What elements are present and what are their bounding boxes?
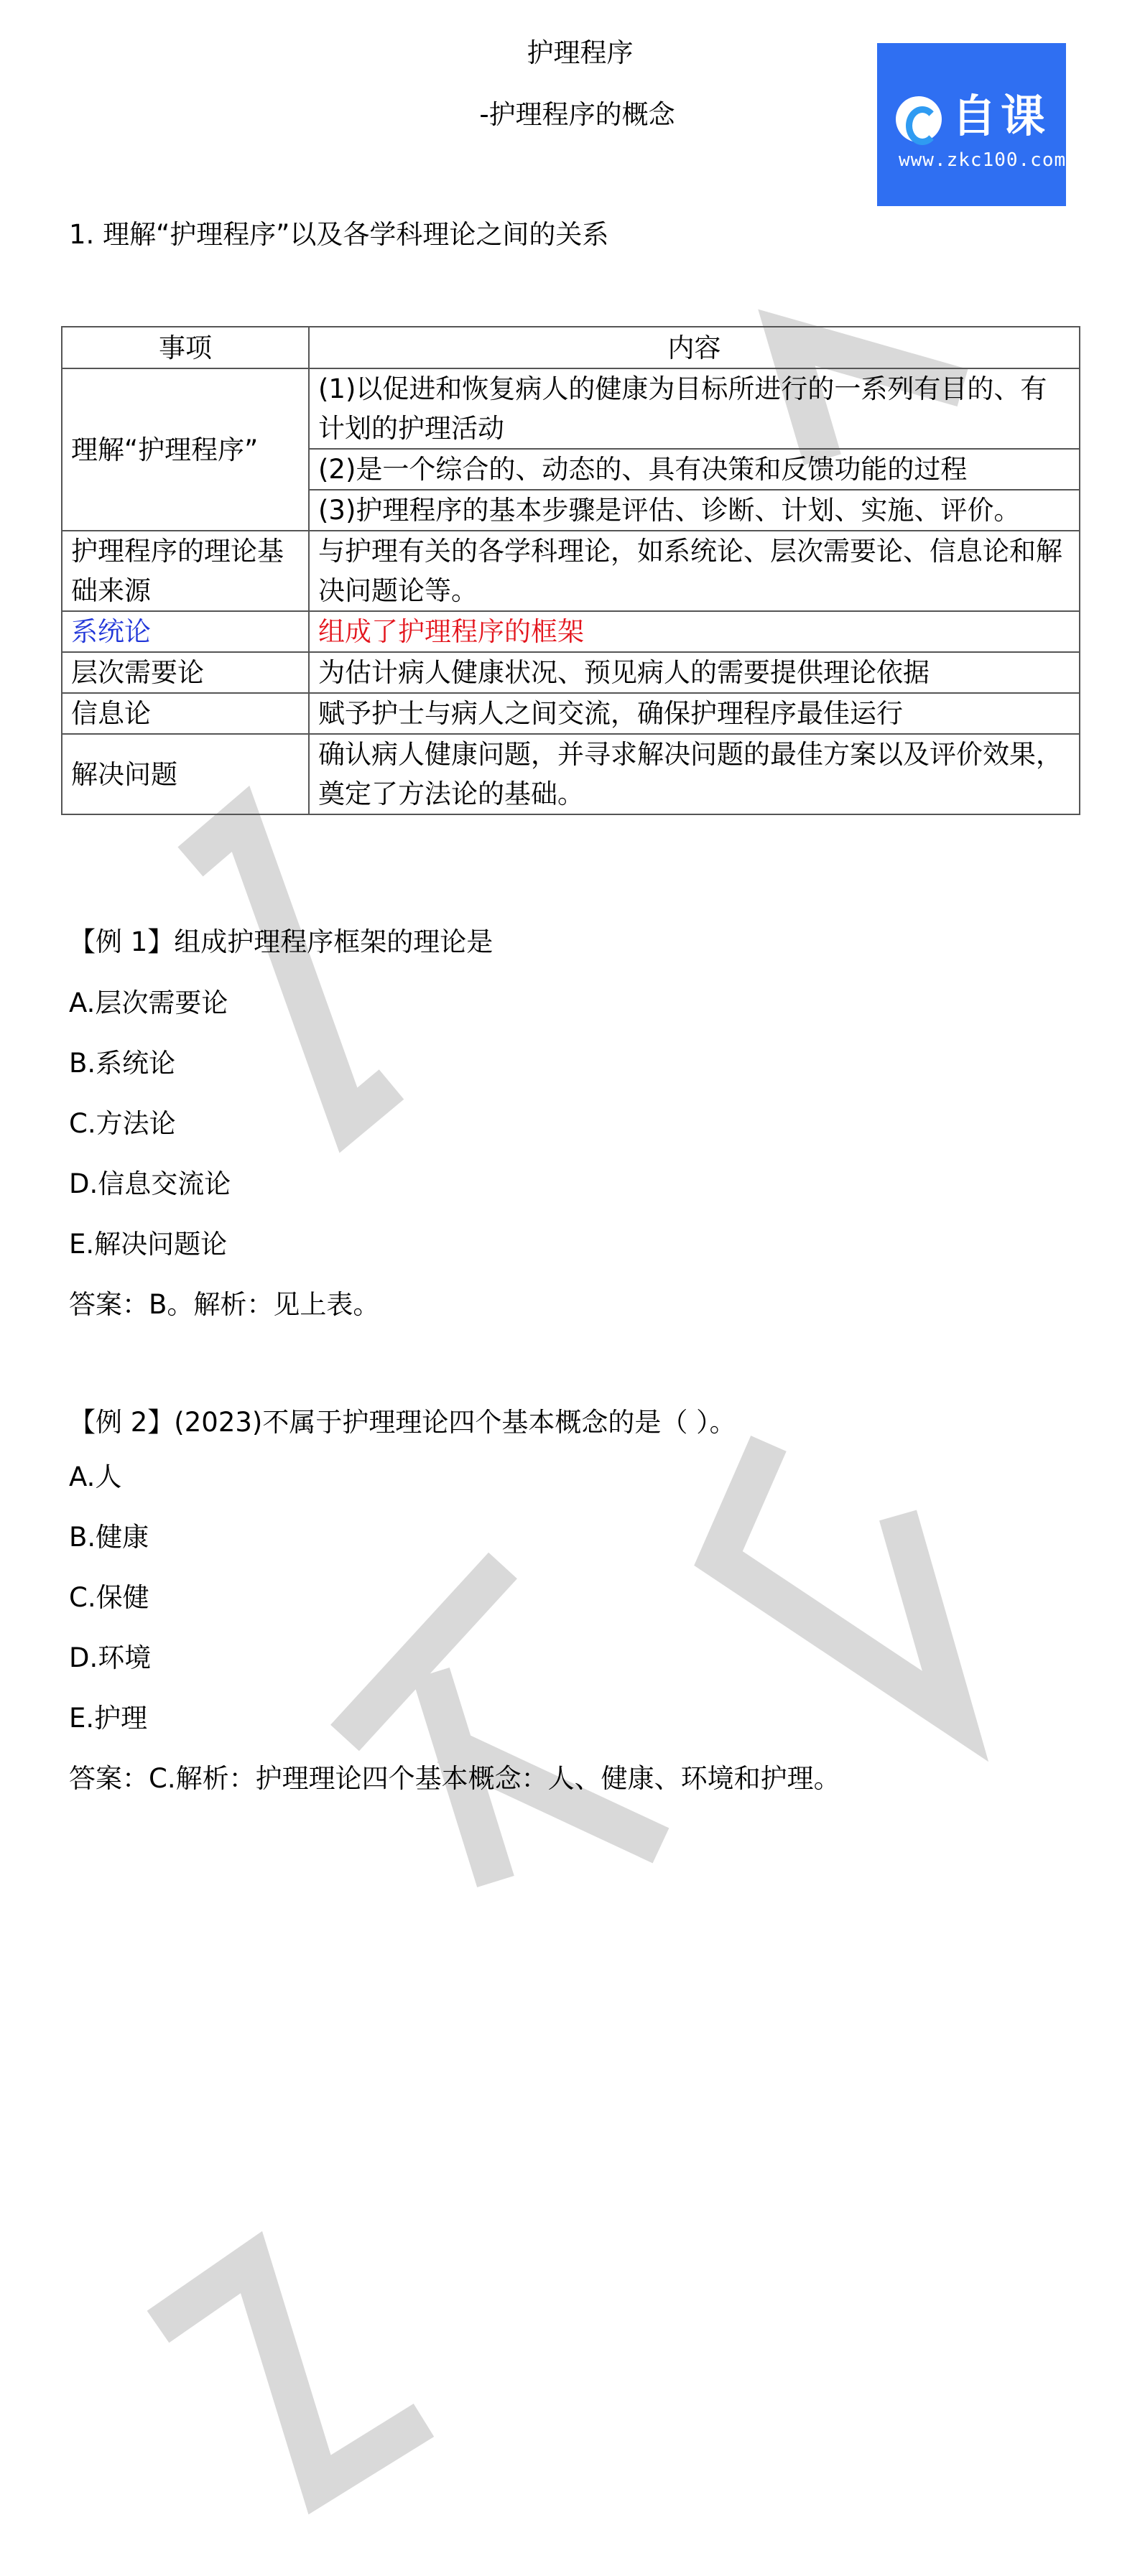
page-subtitle: -护理程序的概念 [479, 99, 675, 130]
example2-option-d: D.环境 [69, 1642, 152, 1673]
example1-answer: 答案：B。解析：见上表。 [69, 1289, 380, 1320]
logo-url-text: www.zkc100.com [899, 149, 1067, 171]
brand-logo [877, 43, 1066, 206]
example2-answer: 答案：C.解析：护理理论四个基本概念：人、健康、环境和护理。 [69, 1763, 840, 1794]
logo-brand-text: 自课 [952, 90, 1050, 142]
example2-question: 【例 2】(2023)不属于护理理论四个基本概念的是（ ）。 [69, 1407, 736, 1438]
table-cell-content: 为估计病人健康状况、预见病人的需要提供理论依据 [309, 652, 1080, 693]
table-cell-content: 组成了护理程序的框架 [309, 611, 1080, 652]
table-header-row [62, 327, 1080, 368]
table-cell-item: 信息论 [62, 693, 309, 734]
example1-option-e: E.解决问题论 [69, 1229, 228, 1260]
page-title: 护理程序 [527, 37, 634, 68]
table-row [62, 734, 1080, 814]
concept-table [61, 326, 1080, 815]
table-cell-item: 解决问题 [62, 734, 309, 814]
table-cell-item: 系统论 [62, 611, 309, 652]
table-cell-content: (1)以促进和恢复病人的健康为目标所进行的一系列有目的、有计划的护理活动 [309, 368, 1080, 449]
example1-option-d: D.信息交流论 [69, 1168, 231, 1199]
table-row [62, 652, 1080, 693]
table-cell-content: (2)是一个综合的、动态的、具有决策和反馈功能的过程 [309, 449, 1080, 490]
example1-option-c: C.方法论 [69, 1108, 176, 1139]
logo-c-icon [896, 96, 942, 142]
table-header-content: 内容 [309, 327, 1080, 368]
table-row [62, 611, 1080, 652]
section-heading: 1. 理解“护理程序”以及各学科理论之间的关系 [69, 219, 609, 250]
example2-option-a: A.人 [69, 1461, 122, 1492]
example1-option-a: A.层次需要论 [69, 987, 228, 1018]
table-cell-content: 赋予护士与病人之间交流，确保护理程序最佳运行 [309, 693, 1080, 734]
table-cell-item: 理解“护理程序” [62, 368, 309, 531]
table-header-item: 事项 [62, 327, 309, 368]
table-cell-content: (3)护理程序的基本步骤是评估、诊断、计划、实施、评价。 [309, 490, 1080, 531]
table-row [62, 531, 1080, 611]
table-cell-item: 层次需要论 [62, 652, 309, 693]
table-cell-item: 护理程序的理论基础来源 [62, 531, 309, 611]
table-row [62, 693, 1080, 734]
example2-option-c: C.保健 [69, 1582, 149, 1613]
table-cell-content: 确认病人健康问题，并寻求解决问题的最佳方案以及评价效果，奠定了方法论的基础。 [309, 734, 1080, 814]
example2-option-e: E.护理 [69, 1703, 148, 1734]
example2-option-b: B.健康 [69, 1522, 149, 1553]
table-row [62, 368, 1080, 449]
example1-question: 【例 1】组成护理程序框架的理论是 [69, 926, 493, 957]
table-cell-content: 与护理有关的各学科理论，如系统论、层次需要论、信息论和解决问题论等。 [309, 531, 1080, 611]
example1-option-b: B.系统论 [69, 1048, 176, 1079]
